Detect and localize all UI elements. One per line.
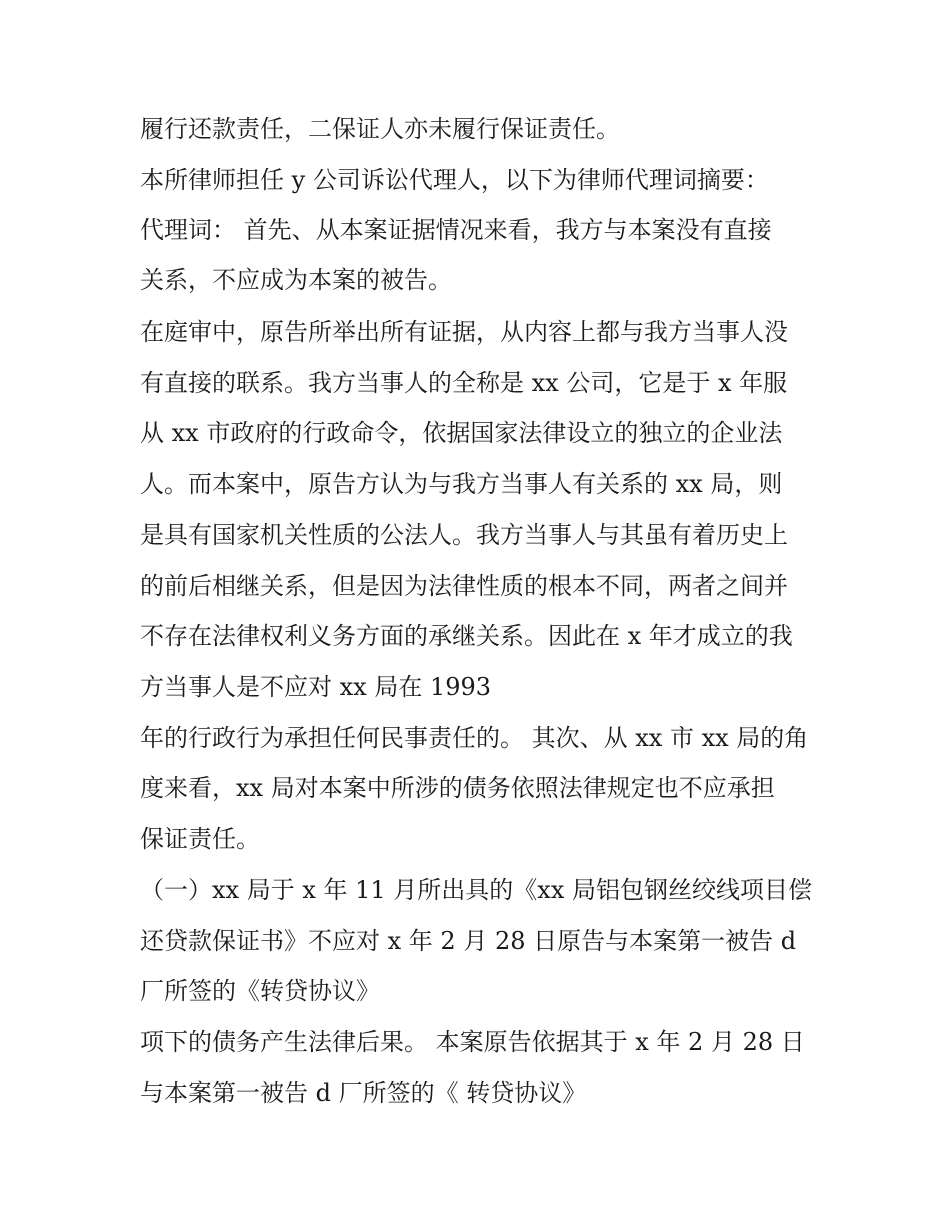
- text-line: 的前后相继关系，但是因为法律性质的根本不同，两者之间并: [140, 572, 788, 600]
- text-line: 保证责任。: [140, 825, 260, 853]
- text-line: 还贷款保证书》不应对 x 年 2 月 28 日原告与本案第一被告 d: [140, 927, 797, 955]
- text-line: 本所律师担任 y 公司诉讼代理人，以下为律师代理词摘要：: [140, 166, 769, 194]
- text-line: （一）xx 局于 x 年 11 月所出具的《xx 局铝包钢丝绞线项目偿: [140, 876, 812, 904]
- text-line: 方当事人是不应对 xx 局在 1993: [140, 673, 492, 701]
- text-line: 是具有国家机关性质的公法人。我方当事人与其虽有着历史上: [140, 521, 788, 549]
- text-line: 年的行政行为承担任何民事责任的。 其次、从 xx 市 xx 局的角: [140, 724, 809, 752]
- text-line: 在庭审中，原告所举出所有证据，从内容上都与我方当事人没: [140, 318, 788, 346]
- text-line: 有直接的联系。我方当事人的全称是 xx 公司，它是于 x 年服: [140, 369, 788, 397]
- text-line: 不存在法律权利义务方面的承继关系。因此在 x 年才成立的我: [140, 622, 793, 650]
- text-line: 度来看，xx 局对本案中所涉的债务依照法律规定也不应承担: [140, 774, 775, 802]
- text-line: 厂所签的《转贷协议》: [140, 977, 380, 1005]
- text-line: 人。而本案中，原告方认为与我方当事人有关系的 xx 局，则: [140, 470, 783, 498]
- text-line: 履行还款责任，二保证人亦未履行保证责任。: [140, 115, 620, 143]
- text-line: 关系，不应成为本案的被告。: [140, 266, 452, 294]
- text-line: 从 xx 市政府的行政命令，依据国家法律设立的独立的企业法: [140, 419, 783, 447]
- text-line: 与本案第一被告 d 厂所签的《 转贷协议》: [140, 1079, 587, 1107]
- text-line: 项下的债务产生法律后果。 本案原告依据其于 x 年 2 月 28 日: [140, 1028, 805, 1056]
- text-line: 代理词： 首先、从本案证据情况来看，我方与本案没有直接: [140, 216, 772, 244]
